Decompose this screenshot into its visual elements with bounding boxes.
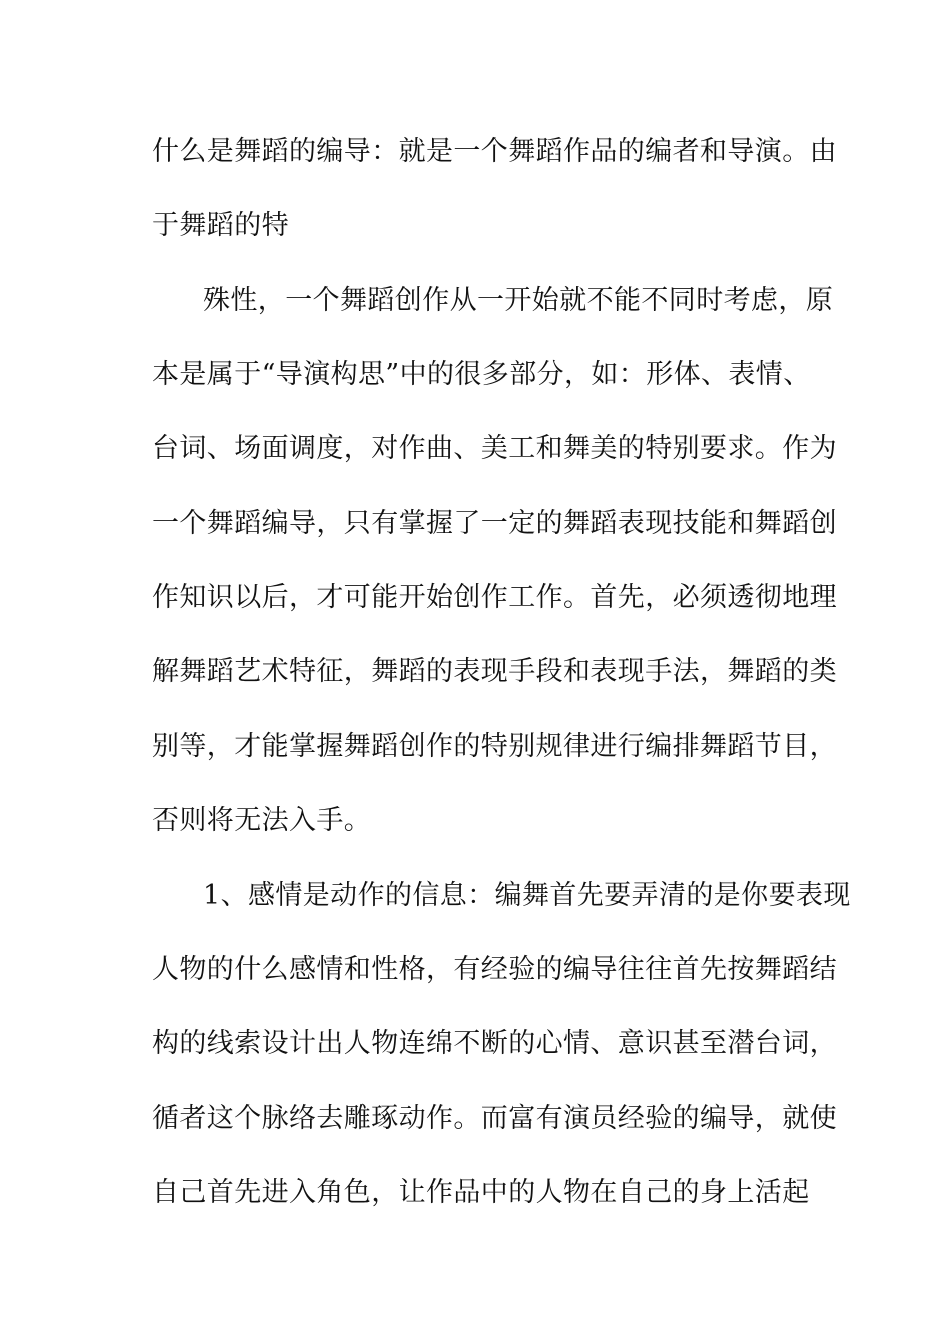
text-line: 构的线索设计出人物连绵不断的心情、意识甚至潜台词， <box>152 1028 837 1059</box>
text-line: 台词、场面调度，对作曲、美工和舞美的特别要求。作为 <box>152 433 837 464</box>
text-line: 本是属于“导演构思”中的很多部分，如：形体、表情、 <box>152 359 811 390</box>
text-line: 否则将无法入手。 <box>152 805 372 836</box>
paragraph-start-line: 1、感情是动作的信息：编舞首先要弄清的是你要表现 <box>203 880 851 911</box>
text-line: 解舞蹈艺术特征，舞蹈的表现手段和表现手法，舞蹈的类 <box>152 656 837 687</box>
paragraph-start-line: 殊性，一个舞蹈创作从一开始就不能不同时考虑，原 <box>203 285 834 316</box>
text-line: 于舞蹈的特 <box>152 210 289 241</box>
text-line: 一个舞蹈编导，只有掌握了一定的舞蹈表现技能和舞蹈创 <box>152 508 837 539</box>
text-line: 人物的什么感情和性格，有经验的编导往往首先按舞蹈结 <box>152 954 837 985</box>
text-line: 作知识以后，才可能开始创作工作。首先，必须透彻地理 <box>152 582 837 613</box>
text-line: 循者这个脉络去雕琢动作。而富有演员经验的编导，就使 <box>152 1103 837 1134</box>
text-line: 什么是舞蹈的编导：就是一个舞蹈作品的编者和导演。由 <box>152 136 837 167</box>
text-line: 自己首先进入角色，让作品中的人物在自己的身上活起 <box>152 1177 810 1208</box>
text-line: 别等，才能掌握舞蹈创作的特别规律进行编排舞蹈节目， <box>152 731 837 762</box>
